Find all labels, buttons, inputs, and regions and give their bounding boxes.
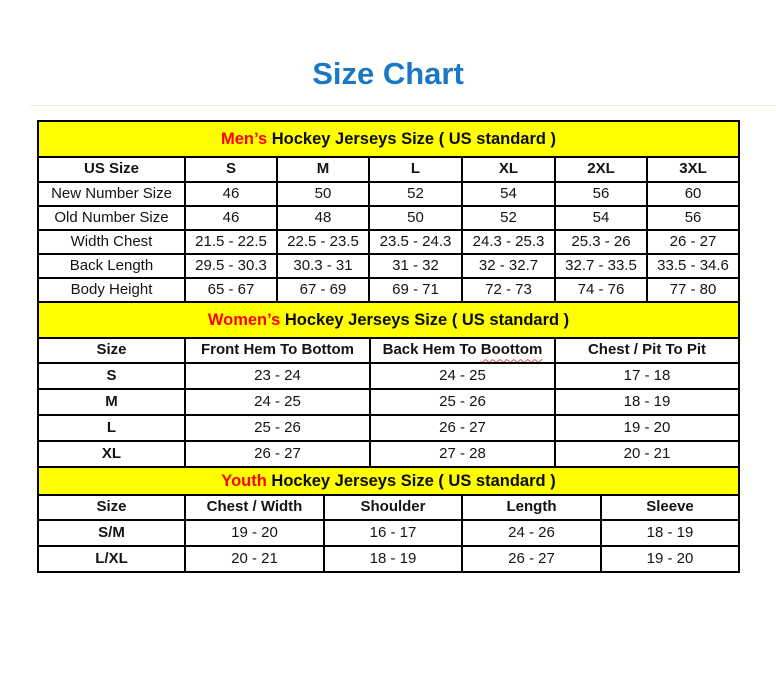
size-cell: 18 - 19: [324, 546, 462, 572]
table-row: [38, 182, 739, 206]
size-cell: 74 - 76: [555, 278, 647, 302]
size-cell: 29.5 - 30.3: [185, 254, 277, 278]
mens-col-s: S: [185, 157, 277, 182]
size-cell: 16 - 17: [324, 520, 462, 546]
row-label: M: [38, 389, 185, 415]
size-cell: 24 - 26: [462, 520, 601, 546]
size-cell: 30.3 - 31: [277, 254, 369, 278]
page-title: Size Chart: [312, 56, 464, 91]
size-cell: 50: [277, 182, 369, 206]
womens-band-accent: Women’s: [207, 310, 281, 329]
size-cell: 54: [555, 206, 647, 230]
mens-band-row: [38, 121, 739, 157]
size-cell: 52: [369, 182, 462, 206]
size-cell: 20 - 21: [555, 441, 739, 467]
size-cell: 32 - 32.7: [462, 254, 555, 278]
size-cell: 54: [462, 182, 555, 206]
mens-col-l: L: [369, 157, 462, 182]
size-cell: 31 - 32: [369, 254, 462, 278]
mens-size-table: [37, 120, 740, 303]
table-row: [38, 389, 739, 415]
youth-band-title: Hockey Jerseys Size ( US standard ): [266, 471, 556, 490]
back-hem-misspelled-word: Boottom: [480, 341, 543, 359]
womens-col-chest: Chest / Pit To Pit: [555, 338, 739, 363]
row-label: L: [38, 415, 185, 441]
womens-col-back-hem: [370, 338, 555, 363]
womens-header-row: [38, 338, 739, 363]
table-row: [38, 363, 739, 389]
size-cell: 22.5 - 23.5: [277, 230, 369, 254]
size-cell: 24 - 25: [370, 363, 555, 389]
table-row: [38, 415, 739, 441]
table-row: [38, 441, 739, 467]
mens-band-title: Hockey Jerseys Size ( US standard ): [267, 129, 557, 148]
size-cell: 25 - 26: [370, 389, 555, 415]
size-cell: 52: [462, 206, 555, 230]
womens-band: [38, 302, 739, 338]
size-cell: 60: [647, 182, 739, 206]
womens-band-title: Hockey Jerseys Size ( US standard ): [280, 310, 570, 329]
size-cell: 72 - 73: [462, 278, 555, 302]
row-label: S: [38, 363, 185, 389]
row-label: Old Number Size: [38, 206, 185, 230]
youth-col-shoulder: Shoulder: [324, 495, 462, 520]
row-label: S/M: [38, 520, 185, 546]
size-cell: 18 - 19: [601, 520, 739, 546]
row-label: XL: [38, 441, 185, 467]
mens-band-accent: Men’s: [221, 129, 268, 148]
size-cell: 65 - 67: [185, 278, 277, 302]
womens-col-size: Size: [38, 338, 185, 363]
size-cell: 26 - 27: [647, 230, 739, 254]
youth-col-length: Length: [462, 495, 601, 520]
size-cell: 24 - 25: [185, 389, 370, 415]
size-cell: 77 - 80: [647, 278, 739, 302]
youth-band-accent: Youth: [221, 471, 267, 490]
title-divider: [30, 105, 776, 106]
youth-col-chest-width: Chest / Width: [185, 495, 324, 520]
size-cell: 25.3 - 26: [555, 230, 647, 254]
row-label: Back Length: [38, 254, 185, 278]
size-cell: 19 - 20: [185, 520, 324, 546]
size-cell: 17 - 18: [555, 363, 739, 389]
size-cell: 26 - 27: [462, 546, 601, 572]
mens-col-xl: XL: [462, 157, 555, 182]
mens-header-row: [38, 157, 739, 182]
table-row: [38, 278, 739, 302]
youth-header-row: [38, 495, 739, 520]
size-cell: 26 - 27: [370, 415, 555, 441]
size-cell: 19 - 20: [555, 415, 739, 441]
size-cell: 21.5 - 22.5: [185, 230, 277, 254]
youth-col-sleeve: Sleeve: [601, 495, 739, 520]
table-row: [38, 230, 739, 254]
row-label: Width Chest: [38, 230, 185, 254]
womens-size-table: [37, 301, 740, 468]
table-row: [38, 254, 739, 278]
mens-band: [38, 121, 739, 157]
size-cell: 69 - 71: [369, 278, 462, 302]
size-cell: 23.5 - 24.3: [369, 230, 462, 254]
size-cell: 20 - 21: [185, 546, 324, 572]
mens-col-2xl: 2XL: [555, 157, 647, 182]
youth-band-row: [38, 467, 739, 495]
size-cell: 26 - 27: [185, 441, 370, 467]
size-cell: 46: [185, 206, 277, 230]
youth-col-size: Size: [38, 495, 185, 520]
mens-col-us-size: US Size: [38, 157, 185, 182]
size-cell: 56: [647, 206, 739, 230]
size-cell: 48: [277, 206, 369, 230]
womens-col-front-hem: Front Hem To Bottom: [185, 338, 370, 363]
womens-band-row: [38, 302, 739, 338]
size-cell: 67 - 69: [277, 278, 369, 302]
table-row: [38, 206, 739, 230]
size-cell: 18 - 19: [555, 389, 739, 415]
size-cell: 56: [555, 182, 647, 206]
table-row: [38, 520, 739, 546]
row-label: L/XL: [38, 546, 185, 572]
mens-col-3xl: 3XL: [647, 157, 739, 182]
size-cell: 46: [185, 182, 277, 206]
size-cell: 19 - 20: [601, 546, 739, 572]
size-cell: 32.7 - 33.5: [555, 254, 647, 278]
row-label: Body Height: [38, 278, 185, 302]
size-cell: 25 - 26: [185, 415, 370, 441]
youth-size-table: [37, 466, 740, 573]
youth-band: [38, 467, 739, 495]
size-cell: 27 - 28: [370, 441, 555, 467]
mens-col-m: M: [277, 157, 369, 182]
back-hem-prefix: Back Hem To: [382, 341, 481, 359]
size-cell: 23 - 24: [185, 363, 370, 389]
row-label: New Number Size: [38, 182, 185, 206]
size-cell: 33.5 - 34.6: [647, 254, 739, 278]
table-row: [38, 546, 739, 572]
size-cell: 24.3 - 25.3: [462, 230, 555, 254]
size-cell: 50: [369, 206, 462, 230]
